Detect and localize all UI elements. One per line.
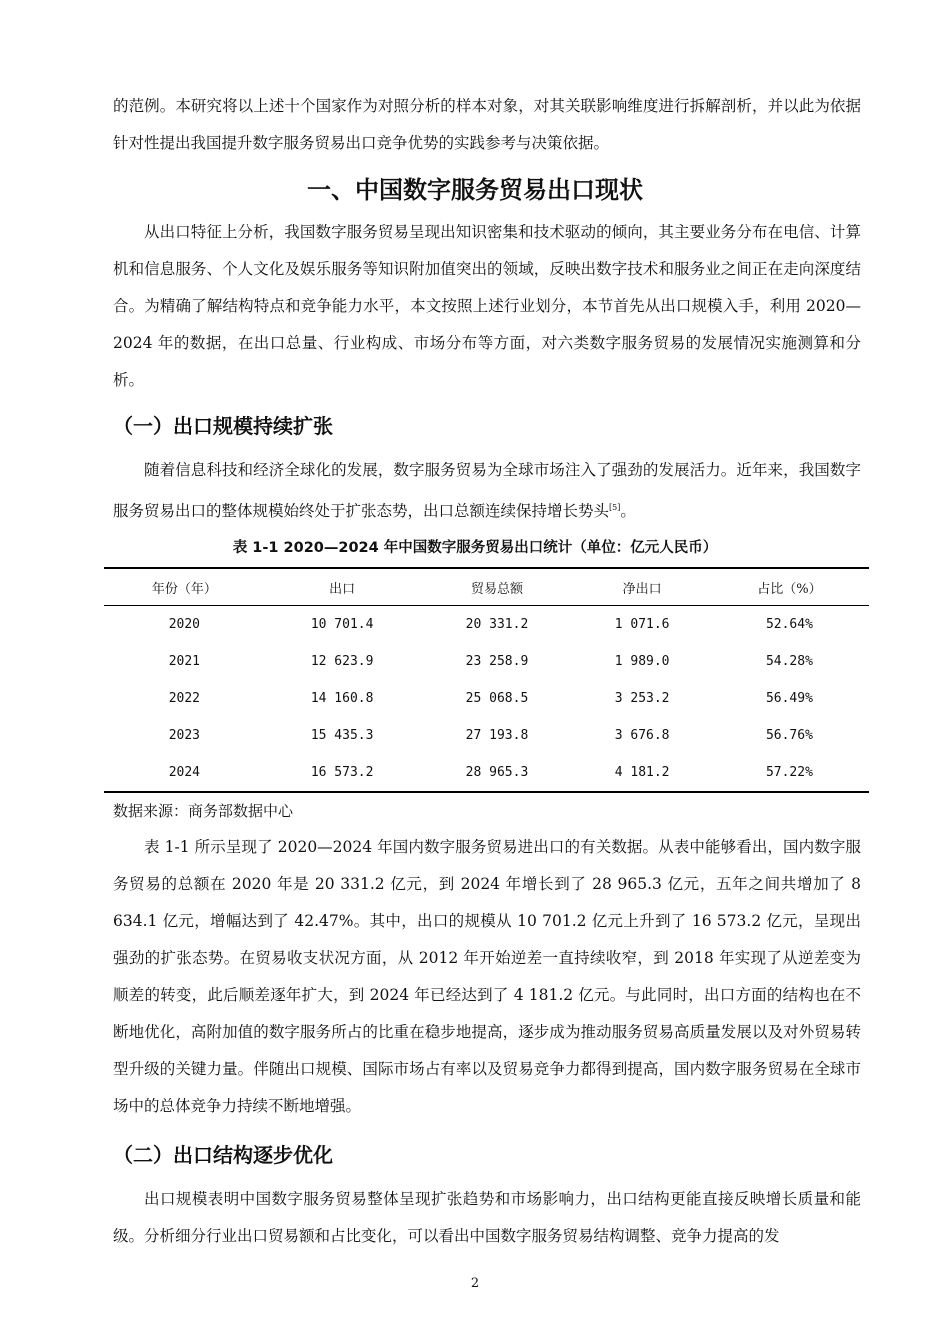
cell-net-export: 1 989.0	[614, 654, 670, 669]
header-export: 出口	[329, 581, 356, 597]
cell-export: 16 573.2	[310, 765, 374, 780]
cell-export: 15 435.3	[310, 728, 374, 743]
paragraph-scale-intro	[113, 452, 861, 530]
cell-share: 57.22%	[765, 765, 813, 780]
cell-total-trade: 28 965.3	[465, 765, 529, 780]
intro-continuation: 的范例。本研究将以上述十个国家作为对照分析的样本对象，对其关联影响维度进行拆解剖析，并以此为依据针对性提出我国提升数字服务贸易出口竞争优势的实践参考与决策依据。	[113, 97, 861, 152]
cell-total-trade: 25 068.5	[465, 691, 529, 706]
cell-total-trade: 23 258.9	[465, 654, 529, 669]
paragraph-text: 随着信息科技和经济全球化的发展，数字服务贸易为全球市场注入了强劲的发展活力。近年来，我国数字服务贸易出口的整体规模始终处于扩张态势，出口总额连续保持增长势头	[113, 461, 861, 521]
cell-share: 56.49%	[765, 691, 813, 706]
paragraph-end: 。	[620, 502, 636, 521]
table-source-note: 数据来源：商务部数据中心	[113, 802, 294, 820]
cell-net-export: 3 676.8	[614, 728, 670, 743]
header-total-trade: 贸易总额	[470, 581, 523, 597]
citation-marker: [5]	[609, 503, 621, 512]
table-row	[104, 606, 869, 644]
cell-export: 10 701.4	[310, 617, 374, 632]
table-caption: 表 1-1 2020—2024 年中国数字服务贸易出口统计（单位：亿元人民币）	[232, 540, 718, 556]
paragraph-table-analysis: 表 1-1 所示呈现了 2020—2024 年国内数字服务贸易进出口的有关数据。从表中能够看出，国内数字服务贸易的总额在 2020 年是 20 331.2 亿元，到 2024 年增长到了 28 965.3 亿元，五年之间共增加了 8 634.1 亿元，增幅达到了 42.47%。其中，出口的规模从 10 701.2 亿元上升到了 16 573.2 亿元，呈现出强劲的扩张态势。在贸易收支状况方面，从 2012 年开始逆差一直持续收窄，到 2018 年实现了从逆差变为顺差的转变，此后顺差逐年扩大，到 2024 年已经达到了 4 181.2 亿元。与此同时，出口方面的结构也在不断地优化，高附加值的数字服务所占的比重在稳步地提高，逐步成为推动服务贸易高质量发展以及对外贸易转型升级的关键力量。伴随出口规模、国际市场占有率以及贸易竞争力都得到提高，国内数字服务贸易在全球市场中的总体竞争力持续不断地增强。	[113, 838, 861, 1115]
paragraph-export-characteristics: 从出口特征上分析，我国数字服务贸易呈现出知识密集和技术驱动的倾向，其主要业务分布在电信、计算机和信息服务、个人文化及娱乐服务等知识附加值突出的领域，反映出数字技术和服务业之间正在走向深度结合。为精确了解结构特点和竞争能力水平，本文按照上述行业划分，本节首先从出口规模入手，利用 2020—2024 年的数据，在出口总量、行业构成、市场分布等方面，对六类数字服务贸易的发展情况实施测算和分析。	[113, 223, 861, 389]
table-row	[104, 754, 869, 792]
cell-share: 56.76%	[765, 728, 813, 743]
export-statistics-table	[104, 567, 869, 793]
cell-share: 54.28%	[765, 654, 813, 669]
cell-year: 2022	[168, 691, 201, 706]
table-row	[104, 717, 869, 754]
cell-year: 2023	[168, 728, 201, 743]
header-net-export: 净出口	[622, 581, 662, 597]
header-share: 占比（%）	[757, 581, 822, 597]
section-heading: 一、中国数字服务贸易出口现状	[307, 176, 643, 204]
cell-total-trade: 27 193.8	[465, 728, 529, 743]
cell-total-trade: 20 331.2	[465, 617, 529, 632]
cell-export: 14 160.8	[310, 691, 374, 706]
page-number: 2	[470, 1276, 480, 1291]
table-header-row	[104, 568, 869, 606]
table-row	[104, 680, 869, 717]
cell-year: 2024	[168, 765, 201, 780]
cell-net-export: 1 071.6	[614, 617, 670, 632]
cell-net-export: 4 181.2	[614, 765, 670, 780]
subsection-heading-scale: （一）出口规模持续扩张	[113, 414, 333, 438]
cell-share: 52.64%	[765, 617, 813, 632]
cell-export: 12 623.9	[310, 654, 374, 669]
cell-net-export: 3 253.2	[614, 691, 670, 706]
header-year: 年份（年）	[151, 581, 217, 597]
cell-year: 2021	[168, 654, 201, 669]
paragraph-structure-intro: 出口规模表明中国数字服务贸易整体呈现扩张趋势和市场影响力，出口结构更能直接反映增长质量和能级。分析细分行业出口贸易额和占比变化，可以看出中国数字服务贸易结构调整、竞争力提高的发	[113, 1190, 861, 1245]
subsection-heading-structure: （二）出口结构逐步优化	[113, 1143, 333, 1167]
table-row	[104, 643, 869, 680]
cell-year: 2020	[168, 617, 201, 632]
